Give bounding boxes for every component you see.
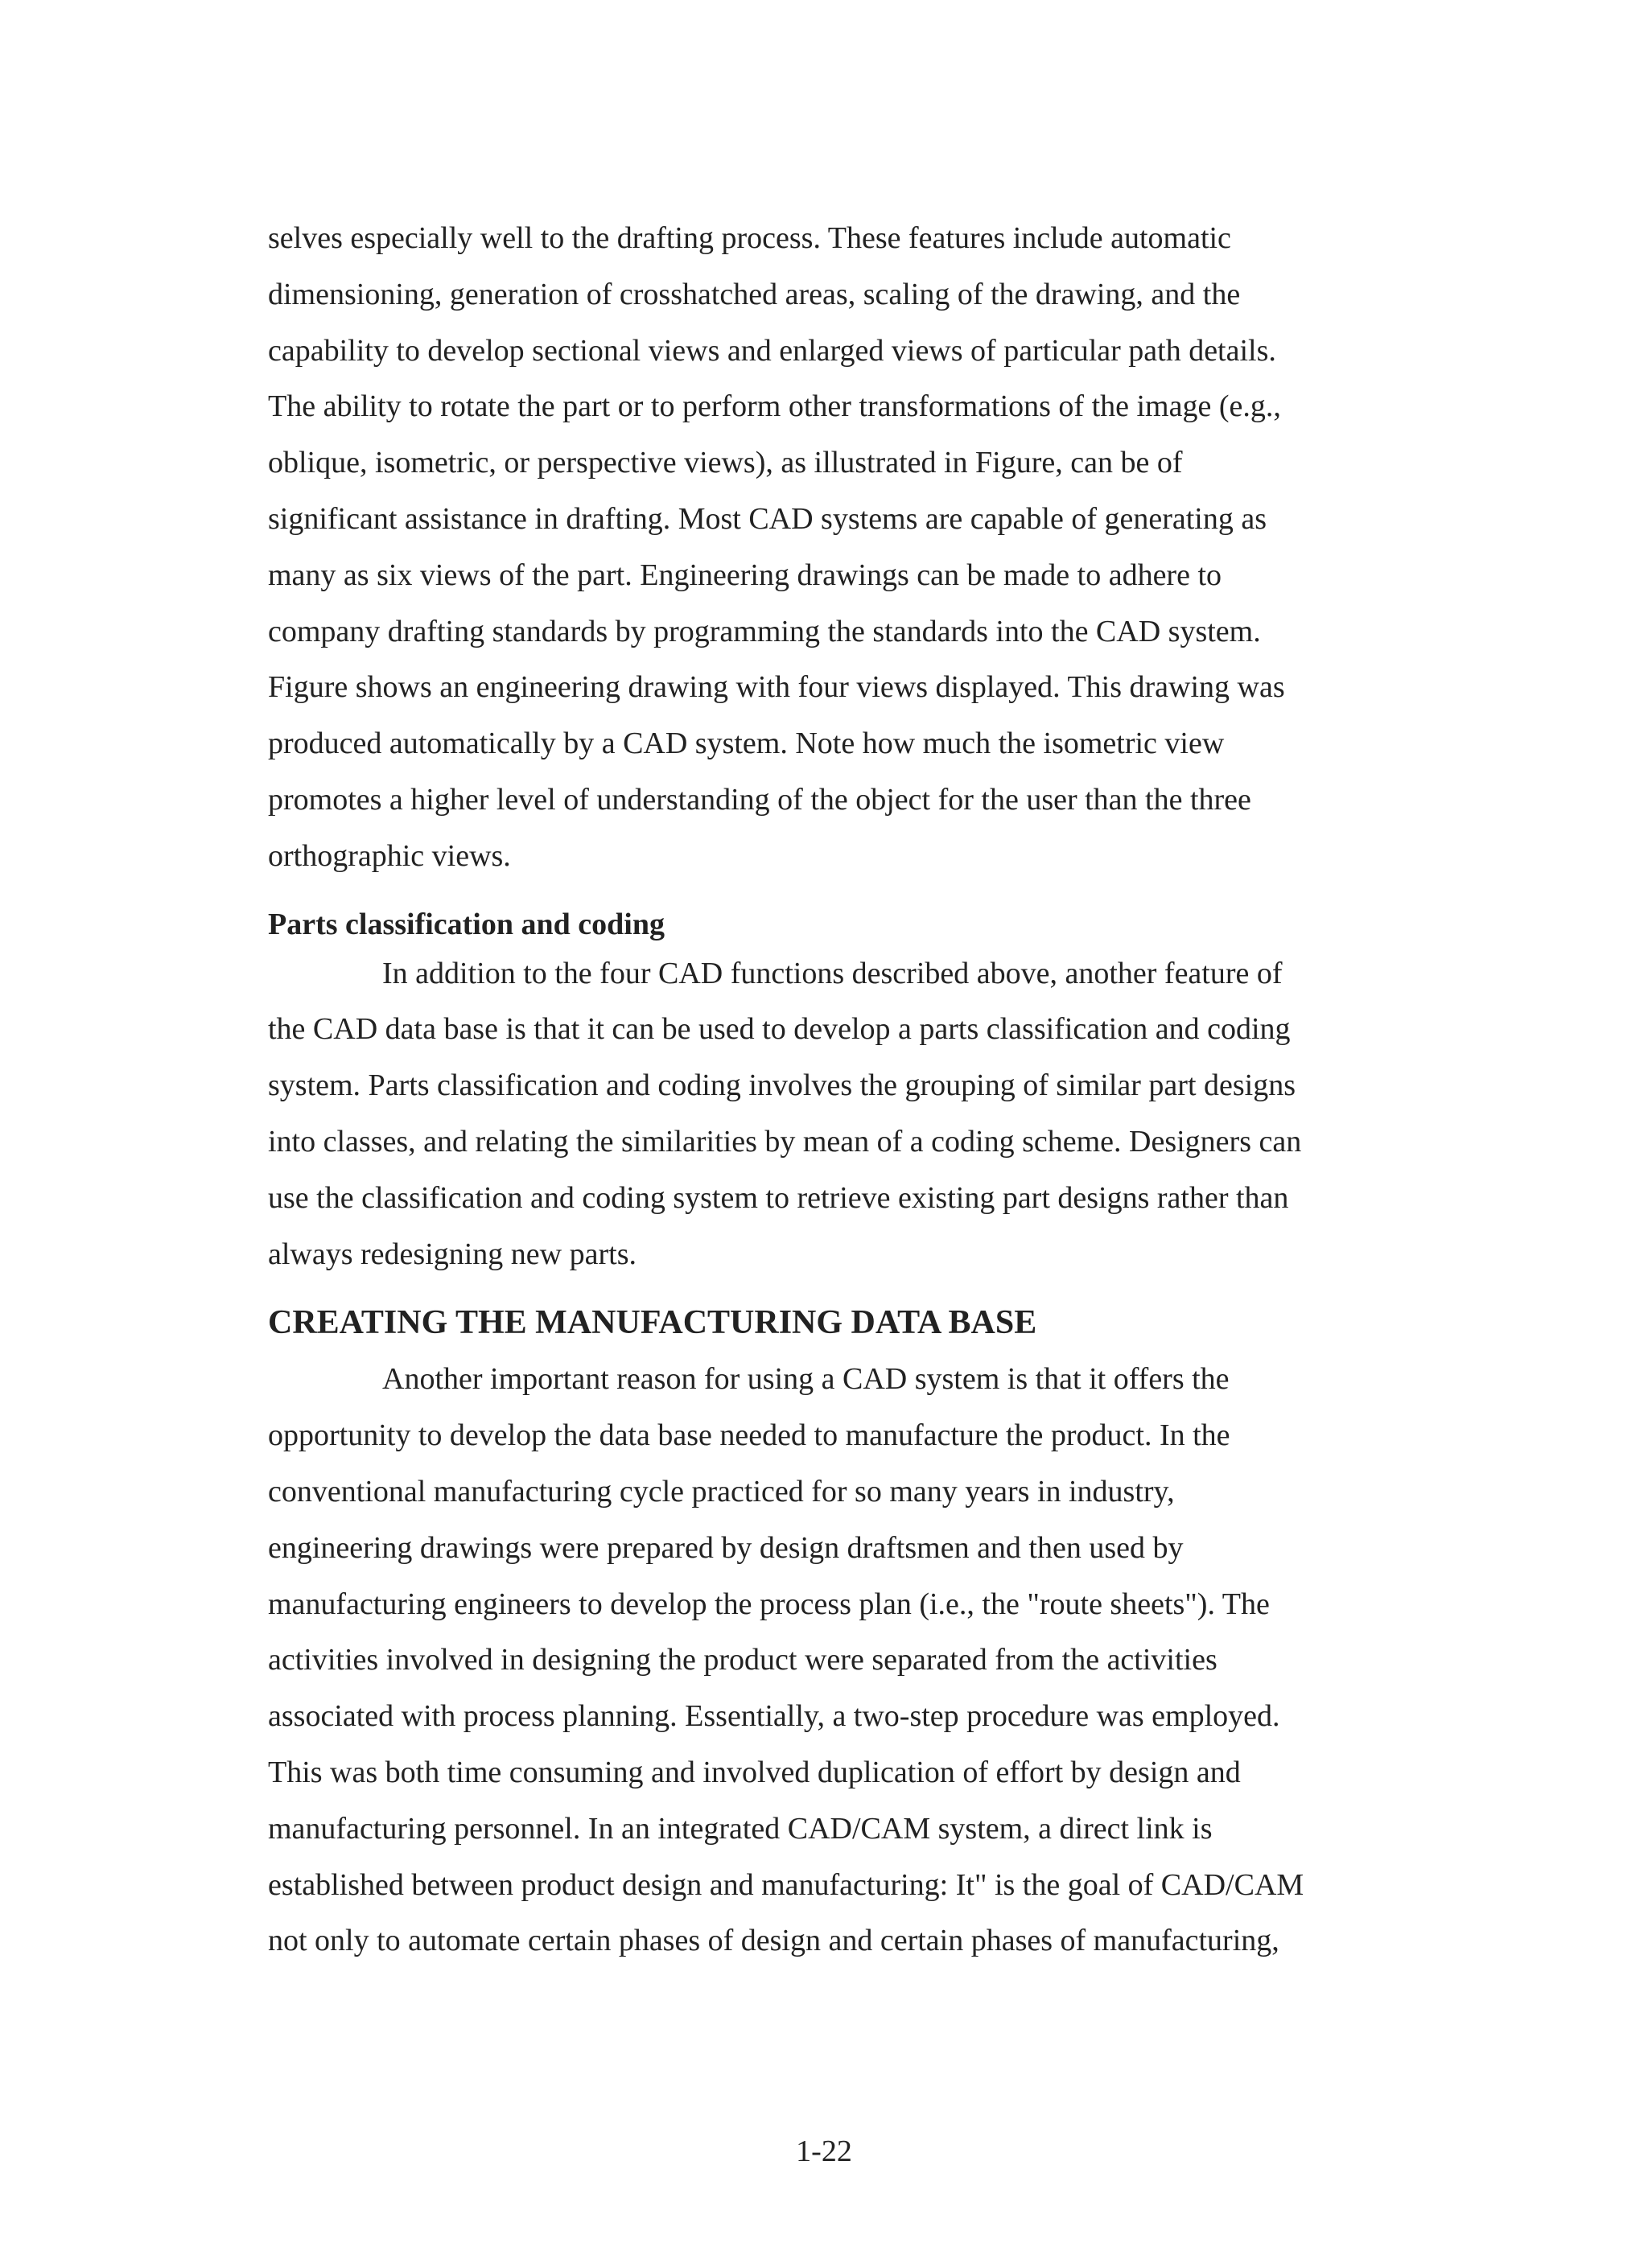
page-body <box>268 211 1380 1970</box>
body-paragraph-manufacturing: Another important reason for using a CAD system is that it offers the opportunity to develop the data base needed to manufacture the product. In the conventional manufacturing cycle practiced for so many years in industry, engineering drawings were prepared by design draftsmen and then used by manufacturing engineers to develop the process plan (i.e., the "route sheets"). The activities involved in designing the product were separated from the activities associated with process planning. Essentially, a two-step procedure was employed. This was both time consuming and involved duplication of effort by design and manufacturing personnel. In an integrated CAD/CAM system, a direct link is established between product design and manufacturing: It" is the goal of CAD/CAM not only to automate certain phases of design and certain phases of manufacturing, <box>268 1362 1304 1958</box>
section-heading-manufacturing-data-base: CREATING THE MANUFACTURING DATA BASE <box>268 1304 1037 1342</box>
page-number: 1-22 <box>796 2134 852 2168</box>
subheading-parts-classification: Parts classification and coding <box>268 907 665 941</box>
body-paragraph-drafting: selves especially well to the drafting process. These features include automatic dimensioning, generation of crosshatched areas, scaling of the drawing, and the capability to develop sectional views and enlarged views of particular path details. The ability to rotate the part or to perform other transformations of the image (e.g., oblique, isometric, or perspective views), as illustrated in Figure, can be of significant assistance in drafting. Most CAD systems are capable of generating as many as six views of the part. Engineering drawings can be made to adhere to company drafting standards by programming the standards into the CAD system. Figure shows an engineering drawing with four views displayed. This drawing was produced automatically by a CAD system. Note how much the isometric view promotes a higher level of understanding of the object for the user than the three orthographic views. <box>268 221 1285 873</box>
body-paragraph-classification: In addition to the four CAD functions described above, another feature of the CAD data base is that it can be used to develop a parts classification and coding system. Parts classification and coding involves the grouping of similar part designs into classes, and relating the similarities by mean of a coding scheme. Designers can use the classification and coding system to retrieve existing part designs rather than always redesigning new parts. <box>268 956 1302 1271</box>
